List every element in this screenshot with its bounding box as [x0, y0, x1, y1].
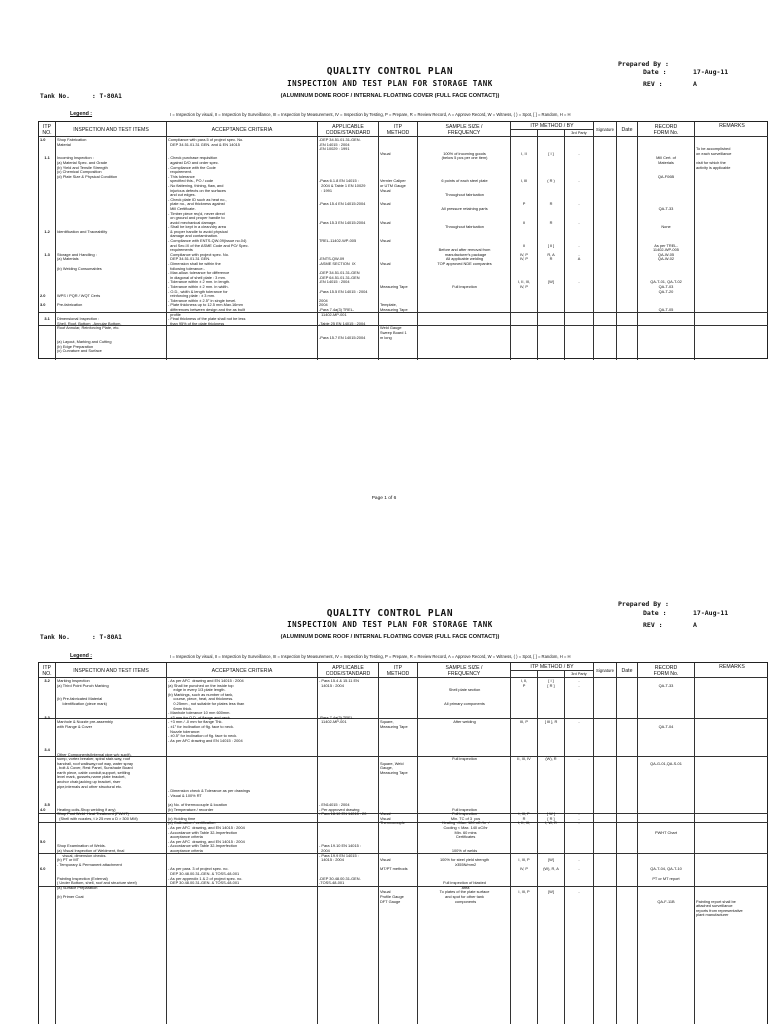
rows-method: Square, Measuring Tape Square, Weld Gauge, Measuring Tape Visual Visual Thermocouple Visual MT/PT methods Visual Profile Gauge DFT Gauge — [380, 719, 408, 904]
rows-items: Shop Fabrication Material Incoming Inspection : (a) Material Spec. and Grade (b) Yield and Tensile Strength (c) Chemical Composition (d) Plate Size & Physical Condition Identification and Traceability Storage and Handling : (a) Materials (b) Welding Consumables WPS / PQR / WQT Certs Pre-fabrication Dimensional Inspection : Shell, Roof, Bottom , Annular Bottom, Roof Annular, Reinforcing Plate, etc. (a) Layout, Marking and Cutting (b) Edge Preparation (c) Curvature and Surface — [57, 138, 122, 354]
rev-value: A — [693, 80, 697, 88]
rows-code: - Para 15.4 & 15.11 EN 14015 : 2004 -Para 7.4a(3) TREL- 11402-MP-001 - EN14015 : 2004 - Per approved drawing - Para 18.10 EN 14015 : 20 - Para 19.10 EN 14015 : 2004 - Para 19.9 EN 14015 : 14015 : 2004 -DEP 30.48.00.31-GEN. -TOSS-48-001 — [319, 679, 367, 886]
col-itp-by: ITP METHOD / BY — [530, 123, 574, 129]
rows-criteria: - As per AFC drawing and EN 14015 : 2004 (a) Shall be punched on the inside top edge in every 1/3 plate length. (b) Markings, such as number of tank, course, piece, heat, and thickness. 0.25mm , not suitable for plates less than 6mm thick. - Manhole tolerance 10 mm 600mm. - ±3 mm for O.D. of flange and neck. - +3 mm / -0 mm for flange Thk. - ±1° for inclination of flg. face to neck. Nozzle tolerance: - ±0.5° for inclination of flg. face to neck. - As per AFC drawing and EN 14015 : 2004 - Dimension check & Tolerance as per drawings - Visual & 100% RT (a) No. of thermocouple & location (b) Temperature / recorder (c) Holding time (d) Calibration / certification - As per AFC drawing, and EN 14015 : 2004 - Accordance with Table 32-Imperfection acceptance criteria - As per AFC drawing, and EN 14015 : 2004 - Accordance with Table 32-Imperfection acceptance criteria - As per para. 3 of project spec. no. DEP 30.48.00.31-GEN. & TOSS-48-001 - As per appendix 1 & 2 of project spec. no. DEP 30.48.00.31-GEN. & TOSS-48-001 — [168, 679, 251, 886]
date-value: 17-Aug-11 — [693, 609, 729, 617]
legend-label: Legend : — [70, 653, 93, 659]
rows-record: QA-T-33 QA-T-04 QA-G-01,QA-S-01 PWHT Chart QA-T-04, QA-T-10 PT or MT report QA-F-11B — [650, 682, 682, 904]
rows-itp-by-2: [ I ] ( R ) R R [ II ] R, A R [W] — [547, 150, 555, 285]
rows-itp-by-1: I, II, P III, P II, III, IV I, III, P R I, II, III, I, III, P IV, P I, III, P — [517, 679, 531, 895]
tank-value: : T-80A1 — [92, 634, 122, 641]
rows-sample: 100% of incoming goods (below 5 pcs per one item) 6 points of each steel plate Throughout fabrication All pressure retaining parts Throughout fabrication Before and after removal from manufacturer's package All applicable welding TOP approved NDE companies Full inspection — [437, 150, 492, 289]
rev-label: REV : — [643, 80, 663, 88]
rows-remarks: Painting report shall be attached surveillance reports from representative plant manufacturer — [696, 898, 743, 918]
itp-table-page-1 — [38, 121, 768, 359]
col-remarks: REMARKS — [719, 123, 745, 129]
rows-itp-by-3: - - - - - - - - - - — [578, 679, 580, 895]
col-method: ITP METHOD — [386, 124, 410, 136]
document-scope: (ALUMINUM DOME ROOF / INTERNAL FLOATING COVER (FULL FACE CONTACT)) — [280, 93, 500, 99]
rows-itp-by-1: I, II I, III P II II IV, P IV, P I, II, III, IV, P — [518, 150, 530, 289]
rows-criteria: Compliance with para.5 of project spec. No. DEP 34.51.01.31 GEN. and & EN 14015 - Check purchase requisition against D/O and order spec. - Compliance with the Code requirement. - This tolerance specified this., PO / code - No flattening, thining, flaw, and injurious defects on the surfaces and cut edges. - Check plate ID such as heat no., plate no., and thickness against Mill Certificate. - Timber piece req'd, never direct on ground and proper handle to avoid mechanical damage. - Shall be kept in a clean/dry area & proper handle to avoid physical damage and contamination. - Compliance with ENTS-QW-09(issue no.04) and Sec.IX of the ASME Code and PO/ Spec. requirements Compliance with project spec. No. DEP 34.51.01.31 GEN. - Dimension shall be within the following tolerance:- - Max.allow. tolerance for difference in diagonal of shell plate : 3 mm. - Tolerance within ± 2 mm. in length. - Tolerance within ± 2 mm. in width. - O.D., width & length tolerance for reinforcing plate : ± 3 mm. - Tolerance within ± 2.5° in single bevel. - Plate thickness up to 12.5 mm.Max.16mm differences between design and the as built profile - Final thickness of the plate shall not be less than 95% of the plate thickness — [168, 138, 249, 326]
col-record: RECORD FORM No. — [653, 665, 679, 677]
document-page-2 — [0, 520, 768, 1024]
rows-remarks: To be accomplished on each surveillance visit for which the activity is applicable — [696, 146, 732, 170]
prepared-by-label: Prepared By : — [618, 60, 669, 68]
rows-itp-by-2: [ I ] [ R ] [ III ], R (W), R [ W ] [ R ] I, W, R [W] (W), R, A [W] — [543, 679, 559, 895]
col-criteria: ACCEPTANCE CRITERIA — [211, 668, 273, 674]
rows-method: Visual Vernier Caliper or UTM Gauge Visual Visual Visual Visual Visual Measuring Tape Template, Measuring Tape Weld Gauge Sweep Board 1 m long — [380, 150, 408, 340]
document-title: QUALITY CONTROL PLAN — [326, 608, 454, 619]
document-title: QUALITY CONTROL PLAN — [326, 66, 454, 77]
tank-value: : T-80A1 — [92, 93, 122, 100]
col-date: Date — [621, 668, 633, 674]
legend-text: I = Inspection by visual, II = Inspection by Surveillance, III = Inspection by Measurement, IV = Inspection by Testing, P = Prepare, R = Review Record, A = Approve Record, W = Witness, ( ) = Spot, [ ] = Random, H = H — [170, 654, 571, 659]
document-scope: (ALUMINUM DOME ROOF / INTERNAL FLOATING COVER (FULL FACE CONTACT)) — [280, 634, 500, 640]
page-number: Page 1 of 6 — [371, 496, 397, 501]
col-third-party: 3rd Party — [571, 131, 587, 135]
col-sample: SAMPLE SIZE / FREQUENCY — [445, 665, 483, 677]
rows-itp-by-3: - - - - - - A - — [577, 150, 581, 285]
tank-number — [40, 634, 122, 641]
col-signature: Signature — [596, 668, 614, 673]
tank-label: Tank No. — [40, 93, 70, 100]
col-third-party: 3rd Party — [571, 672, 587, 676]
rows-record: Mill Cert. of Materials QA-F06B QA-T-33 None As per TREL- 11402-WP-005 QA-W-05 QA-W-02 QA-T-01, QA-T-02 QA-T-03 QA-T-20 QA-T-05 — [650, 155, 682, 312]
tank-number — [40, 93, 122, 100]
rows-itp-no: 3.2 3.3 3.4 3.5 4.0 5.0 6.0 — [40, 679, 50, 872]
rows-sample: Shell plate section All primary components After welding Full inspection Full inspection Full inspection Min. TC of 3 pcs Heating <Max. 120 oC /hr / Cooling < Max. 140 oC/hr Min. 60 mins Certificates 100% of welds 100% for steel yield strength ≥355N/mm2 Full inspection of blasted area To plates of the plate surface and spot for other tank components — [439, 687, 490, 904]
rev-label: REV : — [643, 621, 663, 629]
legend-text: I = Inspection by visual, II = Inspection by Surveillance, III = Inspection by Measurement, IV = Inspection by Testing, P = Prepare, R = Review Record, A = Approve Record, W = Witness, ( ) = Spot, [ ] = Random, H = H — [170, 112, 571, 117]
col-code: APPLICABLE CODE/STANDARD — [325, 665, 371, 677]
document-subtitle: INSPECTION AND TEST PLAN FOR STORAGE TANK — [287, 79, 493, 88]
prepared-by-label: Prepared By : — [618, 600, 669, 608]
document-subtitle: INSPECTION AND TEST PLAN FOR STORAGE TANK — [287, 620, 493, 629]
col-signature: Signature — [596, 127, 614, 132]
rows-code: -DEP 34.51.01.31-GEN. -EN 14015 : 2004 -EN 10029 : 1991 -Para 6.1.8 EN 14015 : 2004 & Table 1 EN 10029 : 1991 -Para 15.4 EN 14015:2004 -Para 15.3 EN 14015:2004 TREL-11402-WP-005 -ENTS-QW-09 -ASME SECTION IX -DEP 34.51.01.31-GEN -DEP 64.51.01.31-GEN -EN 14015 : 2004 -Para 15.5 EN 14015 : 2004 2004 2004 -Para 7.4a(3) TREL- 11402-MP-001 -Table 25 EN 14015 : 2004 -Para 15.7 EN 14015:2004 — [319, 138, 368, 340]
itp-table-page-2 — [38, 662, 768, 1024]
col-remarks: REMARKS — [719, 664, 745, 670]
date-label: Date : — [643, 68, 667, 76]
rows-itp-no: 1.0 1.1 1.2 1.3 2.0 3.0 3.1 — [40, 138, 50, 322]
rows-items: Marking Inspection (a) Third Point Punch Marking (b) Pre-fabricated Material Identification (piece mark) Manhole & Nozzle pre-assembly with Flange & Cover Other Components(Internal pipe w/c sup(t), sump, vortex breaker, spiral stair-way, roof handrail, roof walkway,roof way, water spray , bolt & Cover, Rest Panel, Sunshade Board earth piece, cable conduit,support, settling level mark, gussets,name plate bracket, anchor chair,jacking up bracket, riser pipe,internals and other structural etc. Heating coils-Shop welding if any) Shop Post Weld Heat Treatment (PWHT) (Shell with nozzles, t ≥ 25 mm o D > 300 MM) Shop Examination of Welds. (a) Visual Inspection of Weldment, final visual, dimension checks. (b) PT or MT - Temporary & Permanent attachment Painting Inspection (External) ( Under Bottom, shell, roof and structure steel) (a) Surface Preparation (b) Primer Coat — [57, 679, 138, 899]
col-criteria: ACCEPTANCE CRITERIA — [211, 127, 273, 133]
col-date: Date — [621, 127, 633, 133]
col-code: APPLICABLE CODE/STANDARD — [325, 124, 371, 136]
col-method: ITP METHOD — [386, 665, 410, 677]
col-record: RECORD FORM No. — [653, 124, 679, 136]
col-items: INSPECTION AND TEST ITEMS — [73, 127, 149, 133]
col-items: INSPECTION AND TEST ITEMS — [73, 668, 149, 674]
rev-value: A — [693, 621, 697, 629]
legend-label: Legend : — [70, 111, 93, 117]
col-itp-no: ITP NO. — [42, 665, 52, 677]
col-itp-no: ITP NO. — [42, 124, 52, 136]
date-value: 17-Aug-11 — [693, 68, 729, 76]
tank-label: Tank No. — [40, 634, 70, 641]
col-sample: SAMPLE SIZE / FREQUENCY — [445, 124, 483, 136]
col-itp-by: ITP METHOD / BY — [530, 664, 574, 670]
date-label: Date : — [643, 609, 667, 617]
